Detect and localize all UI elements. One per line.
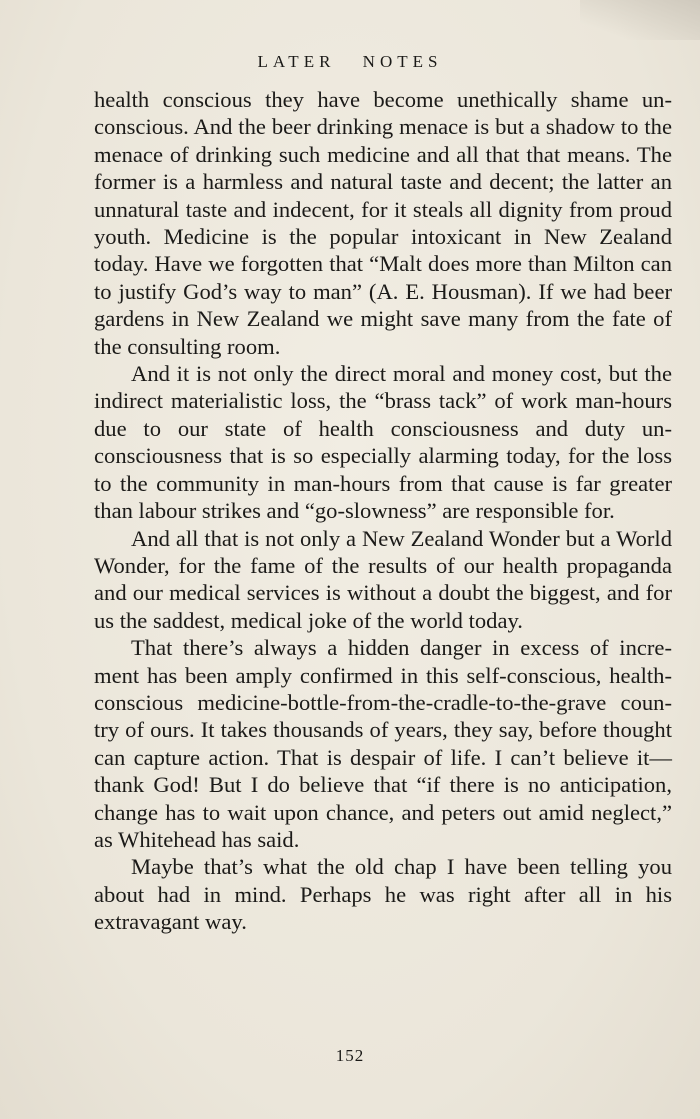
paragraph-4: That there’s always a hidden danger in excess of incre-ment has been amply confirmed in this self-conscious, health-conscious medicine-bottle-from-the-cradle-to-the-grave coun-try of ours. It takes thousands of years, they say, before thought can capture action. That is despair of life. I can’t believe it—thank God! But I do believe that “if there is no anticipation, change has to wait upon chance, and peters out amid neglect,” as Whitehead has said. [94, 635, 672, 852]
page-number: 152 [335, 1046, 365, 1065]
body-text [94, 86, 672, 936]
paragraph-5: Maybe that’s what the old chap I have been telling you about had in mind. Perhaps he was right after all in his extravagant way. [94, 854, 672, 935]
paragraph-2: And it is not only the direct moral and money cost, but the indirect materialistic loss, the “brass tack” of work man-hours due to our state of health consciousness and duty un-consciousness that is so especially alarming today, for the loss to the community in man-hours from that cause is far greater than labour strikes and “go-slowness” are responsible for. [94, 361, 672, 524]
paragraph-3: And all that is not only a New Zealand Wonder but a World Wonder, for the fame of the results of our health propaganda and our medical services is without a doubt the biggest, and for us the saddest, medical joke of the world today. [94, 525, 672, 633]
paragraph-1: health conscious they have become unethically shame un-conscious. And the beer drinking menace is but a shadow to the menace of drinking such medicine and all that that means. The former is a harmless and natural taste and decent; the latter an unnatural taste and indecent, for it steals all dignity from proud youth. Medicine is the popular intoxicant in New Zealand today. Have we forgotten that “Malt does more than Milton can to justify God’s way to man” (A. E. Housman). If we had beer gardens in New Zealand we might save many from the fate of the consulting room. [94, 87, 672, 359]
running-head: LATER NOTES [257, 52, 443, 71]
scan-shadow [580, 0, 700, 40]
